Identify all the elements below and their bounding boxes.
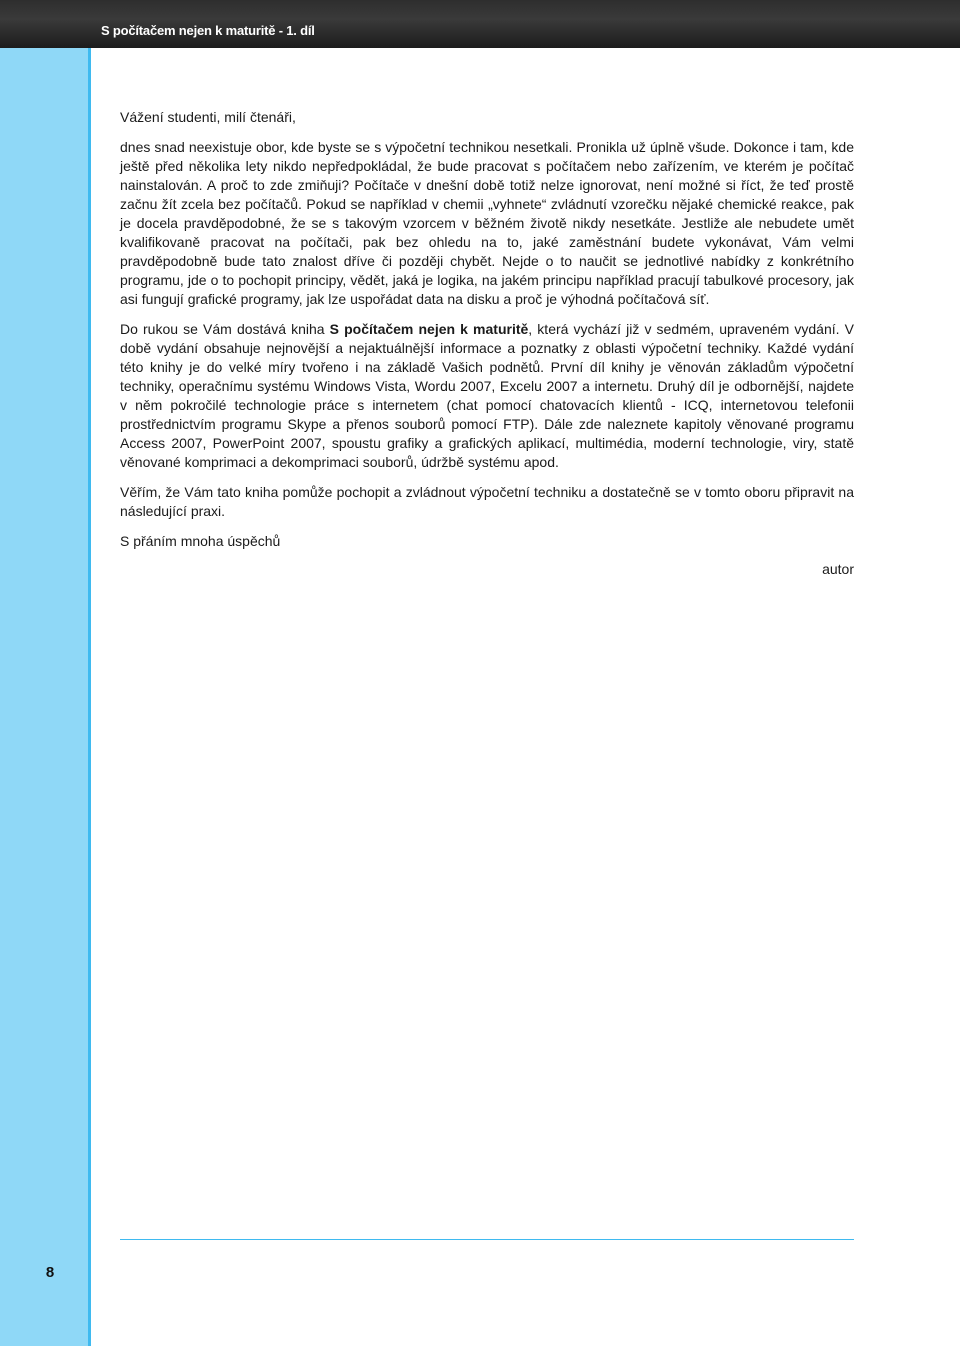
letter-paragraph-2 — [120, 320, 854, 472]
letter-greeting: Vážení studenti, milí čtenáři, — [120, 109, 296, 125]
sidebar-edge-line — [88, 48, 91, 1346]
letter-closing: S přáním mnoha úspěchů — [120, 533, 281, 549]
book-title: S počítačem nejen k maturitě — [329, 321, 529, 337]
letter-paragraph-3: Věřím, že Vám tato kniha pomůže pochopit a zvládnout výpočetní techniku a dostatečně se v tomto oboru připravit na následující praxi. — [120, 484, 854, 519]
paragraph-2-rest: , která vychází již v sedmém, upraveném vydání. V době vydání obsahuje nejnovější a nejaktuálnější informace a poznatky z oblasti výpočetní techniky. Každé vydání této knihy je do velké míry tvořeno i na základě Vašich podnětů. První díl knihy je věnován základům výpočetní techniky, operačnímu systému Windows Vista, Wordu 2007, Excelu 2007 a internetu. Druhý díl je odbornější, najdete v něm pokročilé technologie práce s internetem (chat pomocí chatovacích klientů - ICQ, internetovou telefonii prostřednictvím programu Skype a přenos souborů pomocí FTP). Dále zde naleznete kapitoly věnované programu Access 2007, PowerPoint 2007, spoustu grafiky a grafických aplikací, multimédia, moderní technologie, viry, statě věnované komprimaci a dekomprimaci souborů, údržbě systému apod. — [120, 321, 854, 470]
letter-body — [120, 108, 854, 579]
page-number: 8 — [45, 1264, 55, 1281]
footer-divider — [120, 1239, 854, 1240]
page-header — [0, 0, 960, 48]
letter-paragraph-1: dnes snad neexistuje obor, kde byste se s výpočetní technikou nesetkali. Pronikla už úplně všude. Dokonce i tam, kde ještě před několika lety nikdo nepředpokládal, že bude pracovat s počítačem nebo zařízením, ve kterém je počítač nainstalován. A proč to zde zmiňuji? Počítače v dnešní době totiž nelze ignorovat, není možné si říct, že teď prostě začnu žít zcela bez počítačů. Pokud se například v chemii „vyhnete“ zvládnutí vzorečku nějaké chemické reakce, pak je docela pravděpodobné, že se s takovým vzorcem v běžném životě nikdy nesetkáte. Jestliže ale nebudete umět kvalifikovaně pracovat na počítači, pak bez ohledu na to, jaké zaměstnání budete vykonávat, Vám velmi pravděpodobně bude tato znalost dříve či později chybět. Nejde o to naučit se jednotlivé nabídky z konkrétního programu, jde o to pochopit principy, vědět, jaká je logika, na jakém principu například pracují tabulkové procesory, jak asi fungují grafické programy, jak lze uspořádat data na disku a proč je výhodná počítačová síť. — [120, 139, 854, 307]
sidebar-band — [0, 48, 88, 1346]
letter-signature: autor — [822, 561, 854, 577]
running-title: S počítačem nejen k maturitě - 1. díl — [101, 23, 315, 38]
paragraph-2-intro: Do rukou se Vám dostává kniha — [120, 321, 330, 337]
